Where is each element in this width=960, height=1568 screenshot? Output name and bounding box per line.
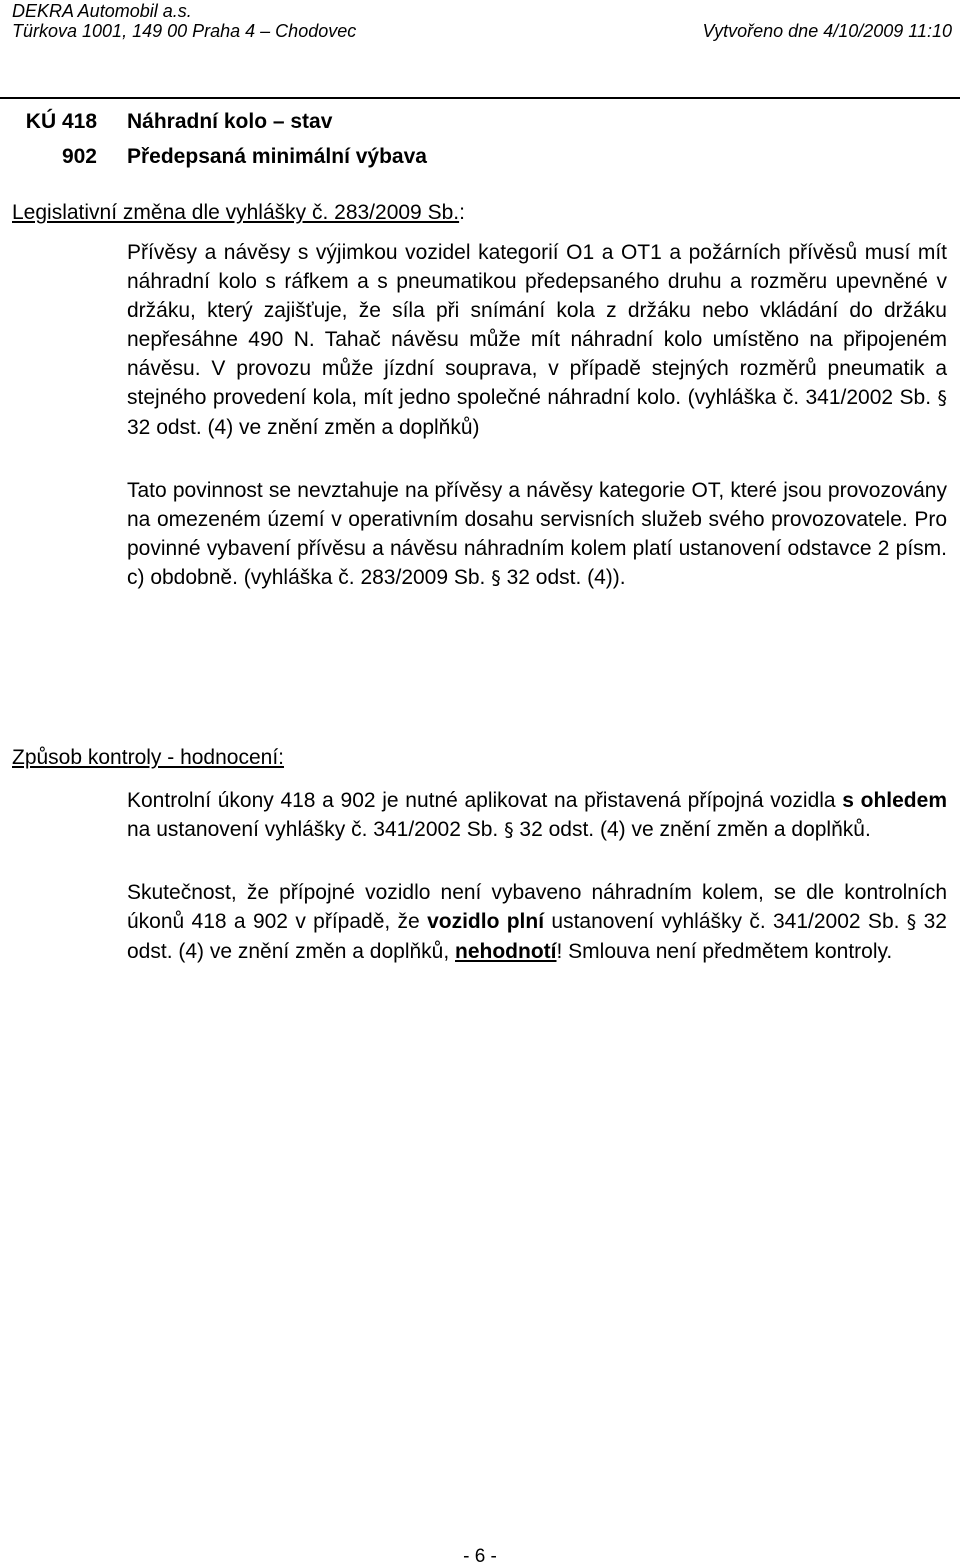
paragraph-text: Přívěsy a návěsy s výjimkou vozidel kategorií O1 a OT1 a požárních přívěsů musí mít náhradní kolo s ráfkem a s pneumatikou předepsaného druhu a rozměru upevněné v držáku, který zajišťuje, že síla při snímání kola z držáku nebo vkládání do držáku nepřesáhne 490 N. Tahač návěsu může mít náhradní kolo umístěno na připojeném návěsu. V provozu může jízdní souprava, v případě stejných rozměrů pneumatik a stejného provedení kola, mít jedno společné náhradní kolo. (vyhláška č. 341/2002 Sb. <box>127 241 947 409</box>
paragraph-text: 32 odst. (4) ve znění změn a doplňků, <box>127 910 947 963</box>
company-name: DEKRA Automobil a.s. <box>12 1 192 21</box>
item-row <box>12 104 427 139</box>
paragraph-text: 32 odst. (4)). <box>500 566 626 589</box>
emphasis-text: vozidlo plní <box>427 910 545 933</box>
section-sign: § <box>937 387 947 409</box>
company-address: Türkova 1001, 149 00 Praha 4 – Chodovec <box>12 21 357 41</box>
section-sign: § <box>491 567 501 589</box>
item-name: Předepsaná minimální výbava <box>127 145 427 168</box>
paragraph-text: Tato povinnost se nevztahuje na přívěsy a návěsy kategorie OT, které jsou provozovány na omezeném území v operativním dosahu servisních služeb svého provozovatele. Pro povinné vybavení přívěsu a návěsu náhradním kolem platí ustanovení odstavce 2 písm. c) obdobně. (vyhláška č. 283/2009 Sb. <box>127 479 947 589</box>
paragraph-text: ! Smlouva není předmětem kontroly. <box>556 940 893 963</box>
emphasis-text: s ohledem <box>842 789 947 812</box>
control-paragraph-1 <box>127 786 947 845</box>
header-line <box>12 20 952 42</box>
item-name: Náhradní kolo – stav <box>127 110 333 133</box>
created-date: Vytvořeno dne 4/10/2009 11:10 <box>702 21 952 41</box>
paragraph-text: 32 odst. (4) ve znění změn a doplňků. <box>513 818 871 841</box>
legislative-heading <box>12 199 465 227</box>
paragraph-text: na ustanovení vyhlášky č. 341/2002 Sb. <box>127 818 505 841</box>
control-paragraph-2 <box>127 878 947 966</box>
legislative-paragraph-1 <box>127 238 947 442</box>
paragraph-text: 32 odst. (4) ve znění změn a doplňků) <box>127 416 480 439</box>
item-code: KÚ 418 <box>25 110 97 133</box>
section-sign: § <box>906 911 917 933</box>
item-code: 902 <box>61 145 97 168</box>
legislative-paragraph-2 <box>127 476 947 593</box>
paragraph-text: Kontrolní úkony 418 a 902 je nutné aplikovat na přistavená přípojná vozidla <box>127 789 843 812</box>
legislative-heading-text: Legislativní změna dle vyhlášky č. 283/2009 Sb. <box>12 201 460 224</box>
section-sign: § <box>504 819 514 841</box>
control-heading: Způsob kontroly - hodnocení: <box>12 746 284 769</box>
page-number: - 6 - <box>463 1546 497 1567</box>
emphasis-text: nehodnotí <box>455 940 557 963</box>
paragraph-text: ustanovení vyhlášky č. 341/2002 Sb. <box>544 910 907 933</box>
paragraph-text: Skutečnost, že přípojné vozidlo není vybaveno náhradním kolem, se dle kontrolních úkonů 418 a 902 v případě, že <box>127 881 947 933</box>
inspection-items <box>12 104 427 174</box>
item-row <box>12 139 427 174</box>
legislative-heading-colon: : <box>459 201 465 224</box>
header-divider <box>0 97 960 99</box>
